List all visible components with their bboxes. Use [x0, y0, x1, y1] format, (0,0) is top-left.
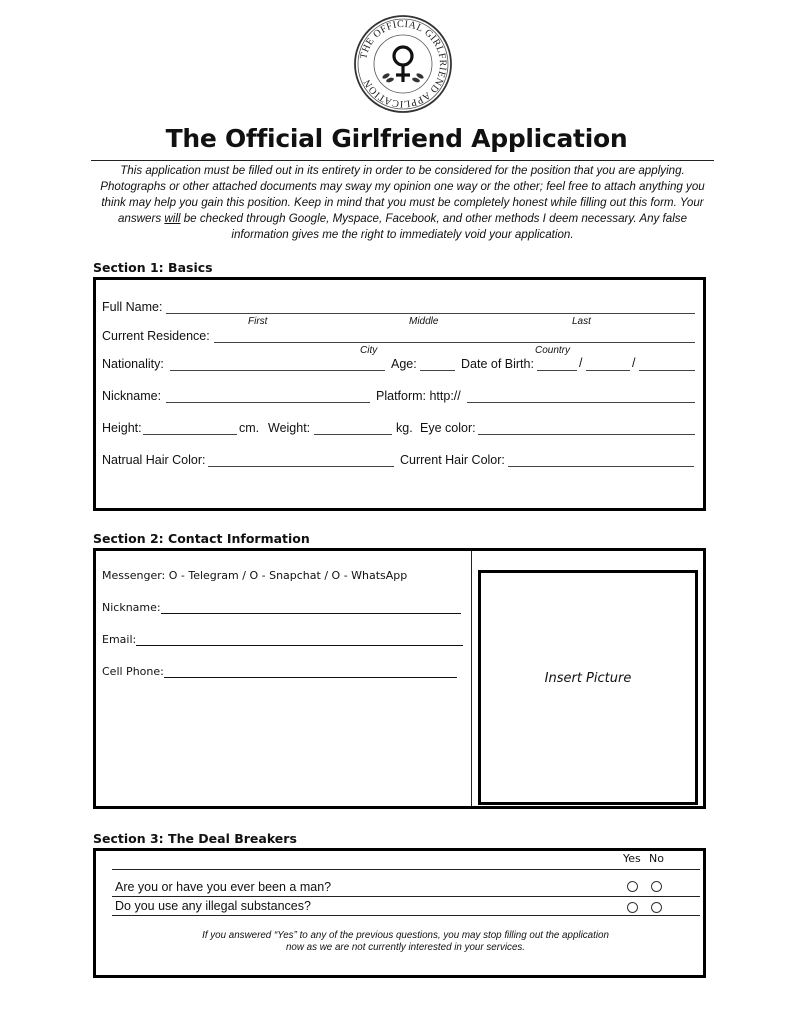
weight-label: Weight: — [268, 421, 311, 435]
note-line-2: now as we are not currently interested in your services. — [285, 942, 526, 953]
email-field[interactable] — [136, 645, 463, 646]
title-divider — [91, 160, 714, 161]
section2-heading: Section 2: Contact Information — [93, 531, 310, 546]
last-sublabel: Last — [572, 316, 591, 327]
weight-field[interactable] — [314, 434, 392, 435]
city-sublabel: City — [360, 345, 378, 356]
dob-label: Date of Birth: — [461, 357, 534, 371]
no-column-header: No — [649, 852, 664, 865]
section2-divider — [471, 551, 472, 806]
dob-separator: / — [632, 356, 636, 370]
picture-frame[interactable] — [478, 570, 698, 805]
nickname-label: Nickname: — [102, 389, 162, 403]
natural-hair-label: Natrual Hair Color: — [102, 453, 206, 467]
seal-graphic — [353, 14, 453, 114]
question-2: Do you use any illegal substances? — [115, 899, 311, 913]
deal-breaker-note — [112, 930, 699, 954]
dob-day-field[interactable] — [537, 370, 577, 371]
cell-phone-field[interactable] — [164, 677, 457, 678]
note-line-1: If you answered “Yes” to any of the previous questions, you may stop filling out the application — [202, 930, 609, 941]
nationality-field[interactable] — [170, 370, 385, 371]
cm-unit: cm. — [239, 421, 260, 435]
venus-symbol-icon — [394, 47, 412, 82]
middle-sublabel: Middle — [409, 316, 439, 327]
question-1-no-radio[interactable] — [651, 881, 662, 892]
insert-picture-label: Insert Picture — [544, 671, 632, 686]
intro-underlined: will — [164, 212, 181, 225]
section1-heading: Section 1: Basics — [93, 260, 213, 275]
intro-text-end: be checked through Google, Myspace, Facebook, and other methods I deem necessary. Any false information gives me the right to immediately void your application. — [180, 212, 688, 241]
first-sublabel: First — [248, 316, 268, 327]
question-1: Are you or have you ever been a man? — [115, 880, 332, 894]
cell-phone-label: Cell Phone: — [102, 665, 164, 678]
full-name-field[interactable] — [166, 313, 695, 314]
page-title: The Official Girlfriend Application — [165, 124, 628, 153]
contact-nickname-label: Nickname: — [102, 601, 161, 614]
section3-box — [93, 848, 706, 978]
platform-label: Platform: http:// — [376, 389, 461, 403]
dob-month-field[interactable] — [586, 370, 630, 371]
age-label: Age: — [391, 357, 417, 371]
messenger-label[interactable]: Messenger: O - Telegram / O - Snapchat / O - WhatsApp — [102, 569, 408, 582]
dob-year-field[interactable] — [639, 370, 695, 371]
email-label: Email: — [102, 633, 137, 646]
current-hair-label: Current Hair Color: — [400, 453, 505, 467]
current-residence-field[interactable] — [214, 342, 695, 343]
current-residence-label: Current Residence: — [102, 329, 210, 343]
question-rule — [112, 915, 700, 916]
section3-heading: Section 3: The Deal Breakers — [93, 831, 297, 846]
official-seal — [353, 14, 453, 114]
age-field[interactable] — [420, 370, 455, 371]
country-sublabel: Country — [535, 345, 571, 356]
natural-hair-field[interactable] — [208, 466, 394, 467]
yes-column-header: Yes — [623, 852, 641, 865]
full-name-label: Full Name: — [102, 300, 163, 314]
question-1-yes-radio[interactable] — [627, 881, 638, 892]
eye-color-field[interactable] — [478, 434, 695, 435]
dob-separator: / — [579, 356, 583, 370]
question-2-yes-radio[interactable] — [627, 902, 638, 913]
question-rule — [112, 869, 700, 870]
nationality-label: Nationality: — [102, 357, 164, 371]
kg-unit: kg. — [396, 421, 413, 435]
platform-field[interactable] — [467, 402, 695, 403]
nickname-field[interactable] — [166, 402, 370, 403]
height-field[interactable] — [143, 434, 237, 435]
seal-text: THE OFFICIAL GIRLFRIEND APPLICATION — [358, 18, 449, 110]
eye-color-label: Eye color: — [420, 421, 476, 435]
intro-paragraph — [91, 163, 714, 243]
height-label: Height: — [102, 421, 142, 435]
current-hair-field[interactable] — [508, 466, 694, 467]
contact-nickname-field[interactable] — [161, 613, 461, 614]
question-rule — [112, 896, 700, 897]
question-2-no-radio[interactable] — [651, 902, 662, 913]
intro-text: This application must be filled out in its entirety in order to be considered for the position that you are applying. Photographs or other attached documents may sway my opinion one way or the other; feel free to attach anything you think may help you gain this position. Keep in mind that you must be completely honest while filling out this form. Your answers — [100, 164, 705, 225]
